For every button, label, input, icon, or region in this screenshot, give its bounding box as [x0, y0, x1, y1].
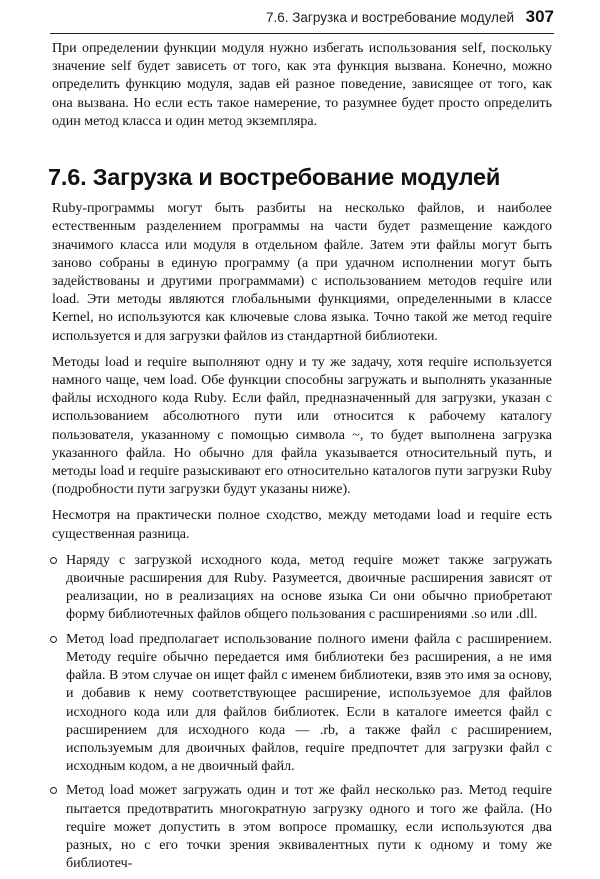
list-item-text: Метод load может загружать один и тот же файл несколько раз. Метод require пытается предотвратить многократную загрузку одного и того же файла. (Но require может допустить в этом вопросе промашку, если используются два разных, но с его точки зрения эквивалентных пути к одному и тому же библиотеч- — [66, 783, 552, 872]
list-item — [52, 782, 552, 873]
body-paragraph: Несмотря на практически полное сходство, между методами load и require есть существенная разница. — [52, 508, 552, 542]
bullet-circle-icon — [50, 557, 57, 564]
differences-list — [52, 552, 552, 873]
body-paragraph: Методы load и require выполняют одну и ту же задачу, хотя require используется намного чаще, чем load. Обе функции способны загружать и выполнять указанные файлы исходного кода Ruby. Если файл, предназначенный для загрузки, указан с использованием абсолютного пути или относится к рабочему каталогу пользователя, указанному с помощью символа ~, то будет выполнена загрузка указанного файла. Но обычно для файла указывается относительный путь, и методы load и require разыскивают его относительно каталогов пути загрузки Ruby (подробности пути загрузки будут указаны ниже). — [52, 354, 552, 498]
body-paragraph: Ruby-программы могут быть разбиты на несколько файлов, и наиболее естественным разделением программы на части будет размещение каждого значимого класса или модуля в отдельном файле. Затем эти файлы могут быть заново собраны в единую программу (а при удачном исполнении могут быть задействованы и другими программами) с использованием методов require или load. Эти методы являются глобальными функциями, определенными в классе Kernel, но используются как ключевые слова языка. Точно такой же метод require используется и для загрузки файлов из стандартной библиотеки. — [52, 201, 552, 344]
list-item-text: Наряду с загрузкой исходного кода, метод require может также загружать двоичные расширения для Ruby. Разумеется, двоичные расширения зависят от реализации, но в реализациях на основе языка Си они обычно приобретают форму библиотечных файлов общего пользования с расширениями .so или .dll. — [66, 552, 552, 623]
intro-paragraph: При определении функции модуля нужно избегать использования self, поскольку значение self будет зависеть от того, как эта функция вызвана. Конечно, можно определить функцию модуля, задав ей разное поведение, зависящее от того, как она вызвана. Но если есть такое намерение, то разумнее будет просто определить один метод класса и один метод экземпляра. — [52, 41, 552, 129]
bullet-circle-icon — [50, 787, 57, 794]
header-rule — [50, 33, 554, 34]
list-item-text: Метод load предполагает использование полного имени файла с расширением. Методу require обычно передается имя библиотеки без расширения, а не имя файла. В этом случае он ищет файл с именем библиотеки, взяв это имя за основу, и добавив к нему соответствующее расширение, используемое для файлов исходного кода или для файлов библиотек. Если в каталоге имеется файл с расширением для исходного кода — .rb, а также файл с расширением, используемым для двоичных файлов, require предпочтет для загрузки файл с исходным кодом, а не двоичный файл. — [66, 631, 552, 775]
page-number: 307 — [525, 7, 554, 26]
list-item — [52, 552, 552, 625]
list-item — [52, 631, 552, 777]
bullet-circle-icon — [50, 636, 57, 643]
section-heading: 7.6. Загрузка и востребование модулей — [48, 164, 501, 191]
running-header-title: 7.6. Загрузка и востребование модулей — [265, 10, 514, 25]
running-header — [0, 0, 600, 34]
page-content — [48, 40, 552, 879]
